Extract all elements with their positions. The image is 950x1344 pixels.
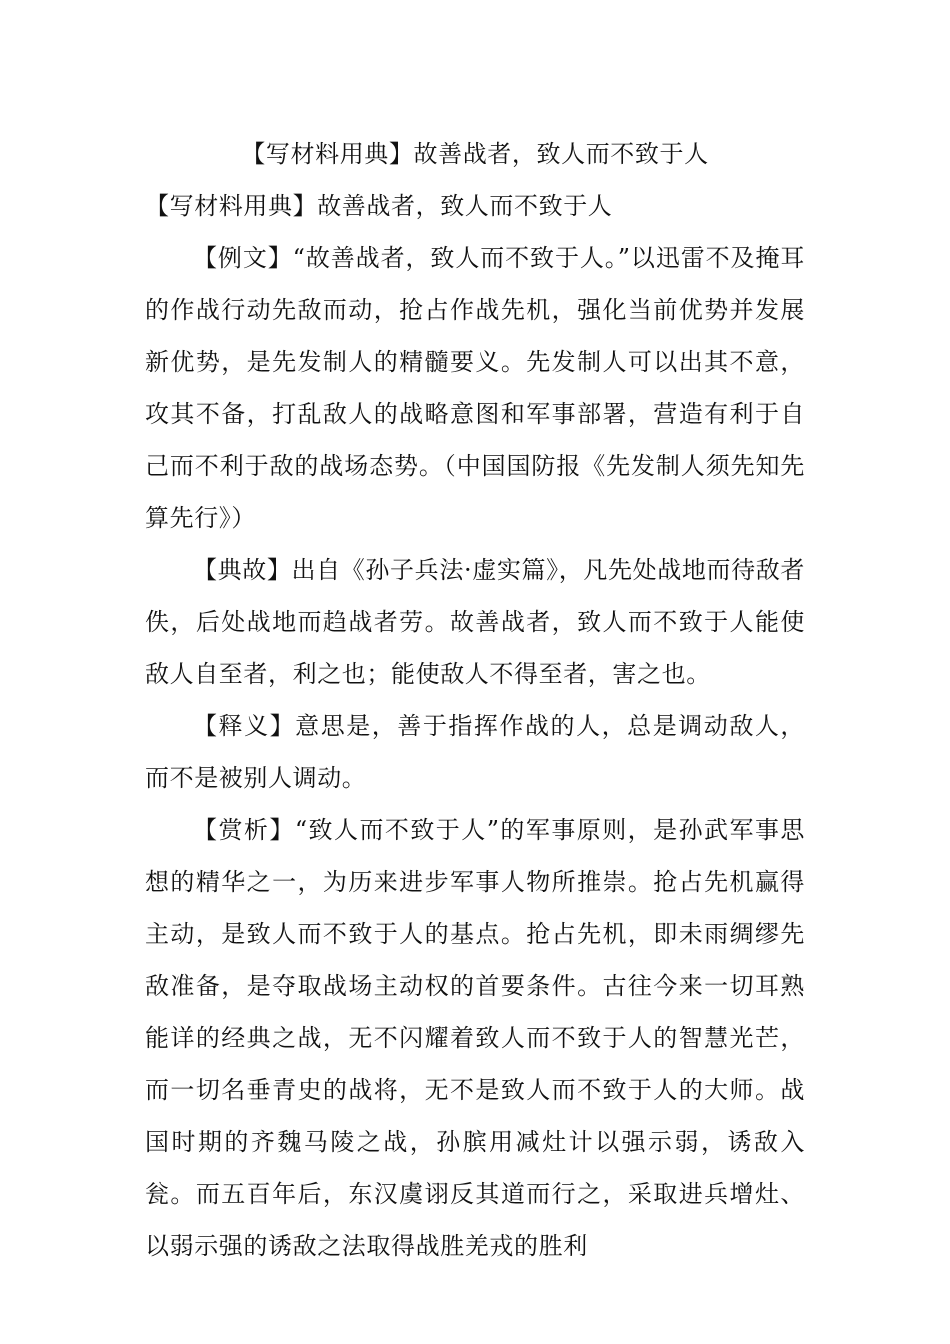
section-allusion-text: 出自《孙子兵法·虚实篇》，凡先处战地而待敌者佚，后处战地而趋战者劳。故善战者，致人而不致于人能使敌人自至者，利之也；能使敌人不得至者，害之也。 [145,556,806,688]
document-title: 【写材料用典】故善战者，致人而不致于人 [241,140,709,168]
section-appreciation [145,804,805,1272]
section-example-tag: 【例文】 [193,244,293,272]
section-example [145,232,805,544]
section-meaning-tag: 【释义】 [193,712,296,740]
section-meaning-text: 意思是，善于指挥作战的人，总是调动敌人，而不是被别人调动。 [145,712,805,792]
section-meaning [145,700,805,804]
section-example-text: “故善战者，致人而不致于人。”以迅雷不及掩耳的作战行动先敌而动，抢占作战先机，强化当前优势并发展新优势，是先发制人的精髓要义。先发制人可以出其不意，攻其不备，打乱敌人的战略意图和军事部署，营造有利于自己而不利于敌的战场态势。（中国国防报《先发制人须先知先算先行》） [145,244,805,532]
document-subtitle: 【写材料用典】故善战者，致人而不致于人 [145,192,613,220]
document-content [145,128,805,1272]
section-appreciation-tag: 【赏析】 [193,816,295,844]
section-appreciation-text: “致人而不致于人”的军事原则，是孙武军事思想的精华之一，为历来进步军事人物所推崇。抢占先机赢得主动，是致人而不致于人的基点。抢占先机，即未雨绸缪先敌准备，是夺取战场主动权的首要条件。古往今来一切耳熟能详的经典之战，无不闪耀着致人而不致于人的智慧光芒，而一切名垂青史的战将，无不是致人而不致于人的大师。战国时期的齐魏马陵之战，孙膑用减灶计以强示弱，诱敌入瓮。而五百年后，东汉虞诩反其道而行之，采取进兵增灶、以弱示强的诱敌之法取得战胜羌戎的胜利 [145,816,805,1260]
section-allusion [145,544,805,700]
section-allusion-tag: 【典故】 [193,556,292,584]
